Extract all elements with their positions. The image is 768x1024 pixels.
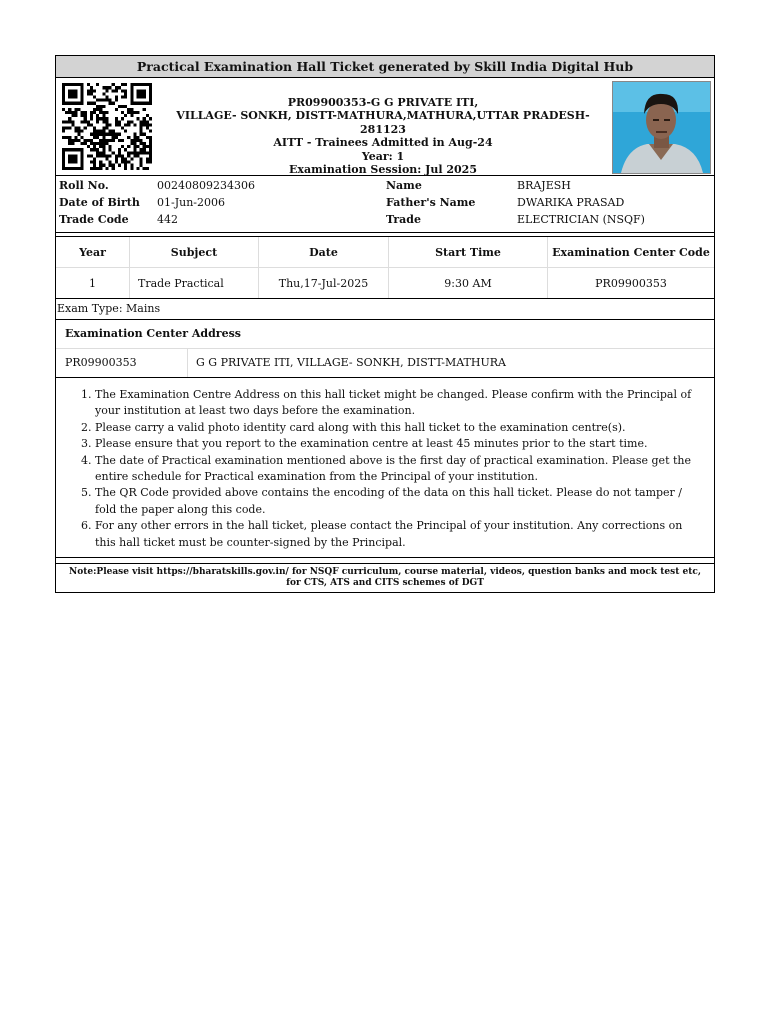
- exam-session: Examination Session: Jul 2025: [289, 163, 477, 177]
- col-center-code: Examination Center Code: [548, 237, 715, 268]
- instructions-list: [56, 378, 714, 558]
- list-item: 1. The Examination Centre Address on this hall ticket might be changed. Please confirm with the Principal of your institution at least two days before the examination.: [95, 387, 704, 420]
- cell-center-code: PR09900353: [595, 276, 667, 290]
- father-name-value: DWARIKA PRASAD: [517, 196, 625, 209]
- admission-batch: AITT - Trainees Admitted in Aug-24: [273, 136, 493, 150]
- center-address-text: G G PRIVATE ITI, VILLAGE- SONKH, DISTT-MATHURA: [196, 356, 506, 369]
- trade-value: ELECTRICIAN (NSQF): [517, 213, 645, 226]
- list-item: 6. For any other errors in the hall ticket, please contact the Principal of your institution. Any corrections on this hall ticket must be counter-signed by the Principal.: [95, 518, 704, 551]
- center-address-code: PR09900353: [65, 356, 137, 369]
- list-item: 3. Please ensure that you report to the examination centre at least 45 minutes prior to the start time.: [95, 436, 704, 452]
- dob-value: 01-Jun-2006: [157, 196, 226, 209]
- cell-year: 1: [56, 268, 130, 299]
- ticket-header: [56, 78, 714, 176]
- center-name: PR09900353-G G PRIVATE ITI,: [287, 96, 479, 109]
- footer-note: Note:Please visit https://bharatskills.gov.in/ for NSQF curriculum, course material, videos, question banks and mock test etc, for CTS, ATS and CITS schemes of DGT: [56, 563, 714, 592]
- qr-code-icon: [62, 83, 152, 170]
- col-start-time: Start Time: [389, 237, 548, 268]
- schedule-header-row: [56, 237, 714, 268]
- center-location: VILLAGE- SONKH, DISTT-MATHURA,MATHURA,UTTAR PRADESH-281123: [176, 109, 590, 136]
- name-label: Name: [386, 179, 422, 192]
- table-row: [56, 268, 714, 299]
- col-subject: Subject: [130, 237, 259, 268]
- father-name-label: Father's Name: [386, 196, 476, 209]
- schedule-table: [56, 236, 714, 299]
- trade-label: Trade: [386, 213, 421, 226]
- trade-code-label: Trade Code: [59, 213, 129, 226]
- center-info: [156, 96, 610, 176]
- roll-value: 00240809234306: [157, 179, 255, 192]
- divider: [187, 349, 188, 377]
- center-address-row: [56, 349, 714, 378]
- roll-label: Roll No.: [59, 179, 109, 192]
- exam-type: Exam Type: Mains: [56, 299, 714, 320]
- ticket-title: Practical Examination Hall Ticket generated by Skill India Digital Hub: [56, 56, 714, 78]
- list-item: 4. The date of Practical examination mentioned above is the first day of practical examination. Please get the entire schedule for Practical examination from the Principal of your institution.: [95, 453, 704, 486]
- cell-date: Thu,17-Jul-2025: [259, 268, 389, 299]
- list-item: 5. The QR Code provided above contains the encoding of the data on this hall ticket. Please do not tamper / fold the paper along this code.: [95, 485, 704, 518]
- cell-start-time: 9:30 AM: [389, 268, 548, 299]
- col-date: Date: [259, 237, 389, 268]
- cell-subject: Trade Practical: [130, 268, 259, 299]
- name-value: BRAJESH: [517, 179, 571, 192]
- candidate-photo: [612, 81, 711, 174]
- col-year: Year: [56, 237, 130, 268]
- hall-ticket: [55, 55, 715, 593]
- candidate-details: [56, 176, 714, 233]
- dob-label: Date of Birth: [59, 196, 140, 209]
- exam-year: Year: 1: [361, 149, 405, 163]
- center-address-heading: Examination Center Address: [56, 320, 714, 349]
- trade-code-value: 442: [157, 213, 178, 226]
- list-item: 2. Please carry a valid photo identity card along with this hall ticket to the examination centre(s).: [95, 420, 704, 436]
